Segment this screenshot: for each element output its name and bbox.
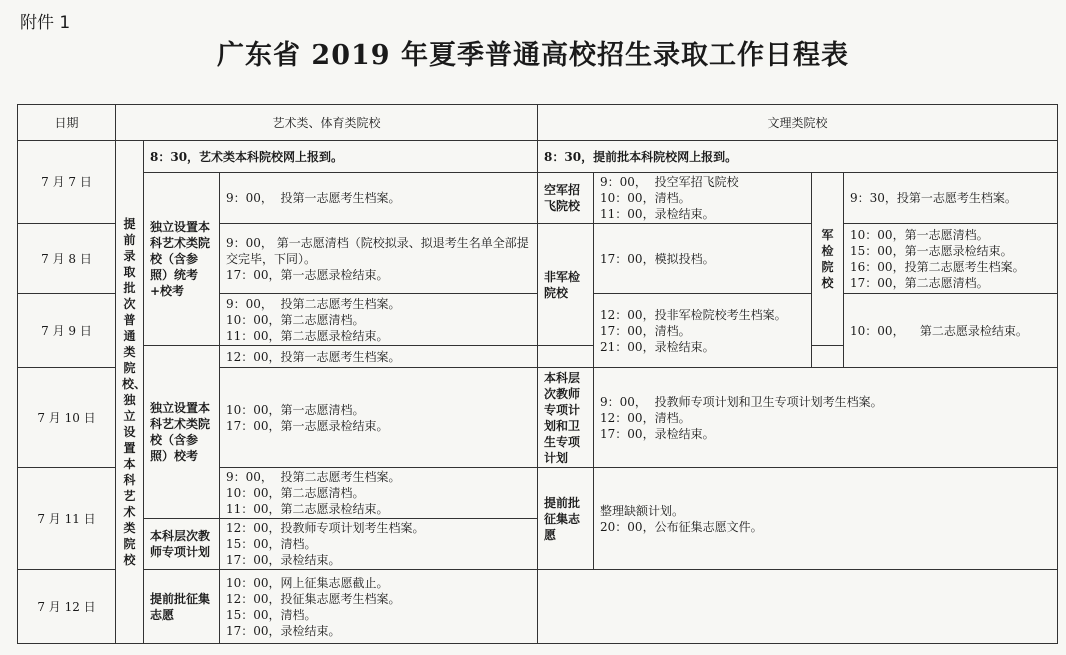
text-line: 10：00，第一志愿清档。 [850, 227, 989, 242]
text-line: 20：00，公布征集志愿文件。 [600, 519, 763, 534]
text-line: 17：00，第二志愿清档。 [850, 275, 989, 290]
text-line: 10：00，第一志愿清档。 [226, 402, 365, 417]
date-cell: 7 月 10 日 [18, 368, 116, 468]
text-line: 12：00，投非军检院校考生档案。 [600, 307, 787, 322]
g2-r2 [220, 468, 538, 519]
group3-label: 本科层次教师专项计划 [144, 519, 220, 570]
text-line: 9：00， 投教师专项计划和卫生专项计划考生档案。 [600, 394, 883, 409]
text-line: 12：00，投第一志愿考生档案。 [226, 349, 401, 364]
date-cell: 7 月 12 日 [18, 570, 116, 644]
text-line: 17：00，录检结束。 [226, 553, 341, 567]
g1-r1 [220, 173, 538, 224]
text-line: 10：00，第二志愿清档。 [226, 486, 365, 500]
row-d7a [18, 141, 1058, 173]
annex-label: 附件 1 [20, 13, 71, 33]
text-line: 9：00， 投第一志愿考生档案。 [226, 191, 401, 205]
text-line: 12：00，清档。 [600, 410, 691, 425]
text-line: 12：00，投教师专项计划考生档案。 [226, 521, 425, 535]
mil-label: 军检院校 [812, 173, 844, 346]
sci-d7-top: 8：30，提前批本科院校网上报到。 [538, 141, 1058, 173]
text-line: 11：00，第二志愿录检结束。 [226, 502, 389, 516]
header-arts: 艺术类、体育类院校 [116, 105, 538, 141]
text-line: 10：00，清档。 [600, 191, 691, 205]
text-line: 10：00，第二志愿清档。 [226, 312, 365, 327]
text-line: 16：00，投第二志愿考生档案。 [850, 259, 1025, 274]
nonmil-r2 [594, 294, 812, 368]
page-title: 广东省 2019 年夏季普通高校招生录取工作日程表 [217, 40, 849, 71]
nonmil-label: 非军检院校 [538, 224, 594, 346]
header-date: 日期 [18, 105, 116, 141]
text-line: 9：00， 投第二志愿考生档案。 [226, 470, 401, 484]
text-line: 9：30，投第一志愿考生档案。 [850, 191, 1017, 205]
g3-cell [220, 519, 538, 570]
row-d12 [18, 570, 1058, 644]
g1-r2 [220, 224, 538, 294]
mil-r1 [844, 173, 1058, 224]
text-line: 10：00， 第二志愿录检结束。 [850, 323, 1028, 338]
header-row [18, 105, 1058, 141]
text-line: 11：00，录检结束。 [600, 207, 715, 221]
text-line: 17：00，第一志愿录检结束。 [226, 418, 389, 433]
nonmil-r1 [594, 224, 812, 294]
header-sci: 文理类院校 [538, 105, 1058, 141]
text-line: 9：00， 第一志愿清档（院校拟录、拟退考生名单全部提交完毕，下同）。 [226, 235, 529, 266]
text-line: 17：00，录检结束。 [226, 623, 341, 638]
group1-label: 独立设置本科艺术类院校（含参照）统考+校考 [144, 173, 220, 346]
date-cell: 7 月 11 日 [18, 468, 116, 570]
text-line: 9：00， 投第二志愿考生档案。 [226, 296, 401, 311]
mil-r3 [844, 294, 1058, 368]
text-line: 15：00，清档。 [226, 607, 317, 622]
text-line: 11：00，第二志愿录检结束。 [226, 328, 389, 343]
row-d7b [18, 173, 1058, 224]
collect-label: 提前批征集志愿 [538, 468, 594, 570]
schedule-table [17, 104, 1058, 644]
text-line: 10：00，网上征集志愿截止。 [226, 575, 389, 590]
date-cell: 7 月 7 日 [18, 141, 116, 224]
empty-cell [538, 570, 1058, 644]
g4-cell [220, 570, 538, 644]
teacher-cell [594, 368, 1058, 468]
arts-d7-top: 8：30，艺术类本科院校网上报到。 [144, 141, 538, 173]
text-line: 17：00，录检结束。 [600, 426, 715, 441]
g1-r3 [220, 294, 538, 346]
collect-cell [594, 468, 1058, 570]
text-line: 12：00，投征集志愿考生档案。 [226, 591, 401, 606]
text-line: 15：00，第一志愿录检结束。 [850, 243, 1013, 258]
group4-label: 提前批征集志愿 [144, 570, 220, 644]
text-line: 15：00，清档。 [226, 537, 317, 551]
text-line: 整理缺额计划。 [600, 503, 685, 518]
air-cell [594, 173, 812, 224]
text-line: 9：00， 投空军招飞院校 [600, 175, 739, 189]
group2-label: 独立设置本科艺术类院校（含参照）校考 [144, 346, 220, 519]
text-line: 21：00，录检结束。 [600, 339, 715, 354]
g2-r0 [220, 346, 538, 368]
air-label: 空军招飞院校 [538, 173, 594, 224]
text-line: 17：00，清档。 [600, 323, 691, 338]
date-cell: 7 月 8 日 [18, 224, 116, 294]
g2-r1 [220, 368, 538, 468]
date-cell: 7 月 9 日 [18, 294, 116, 368]
arts-side-label: 提前录取批次普通类院校、独立设置本科艺术类院校 [116, 141, 144, 644]
text-line: 17：00，第一志愿录检结束。 [226, 267, 389, 282]
mil-r2 [844, 224, 1058, 294]
text-line: 17：00，模拟投档。 [600, 251, 715, 266]
teacher-label: 本科层次教师专项计划和卫生专项计划 [538, 368, 594, 468]
